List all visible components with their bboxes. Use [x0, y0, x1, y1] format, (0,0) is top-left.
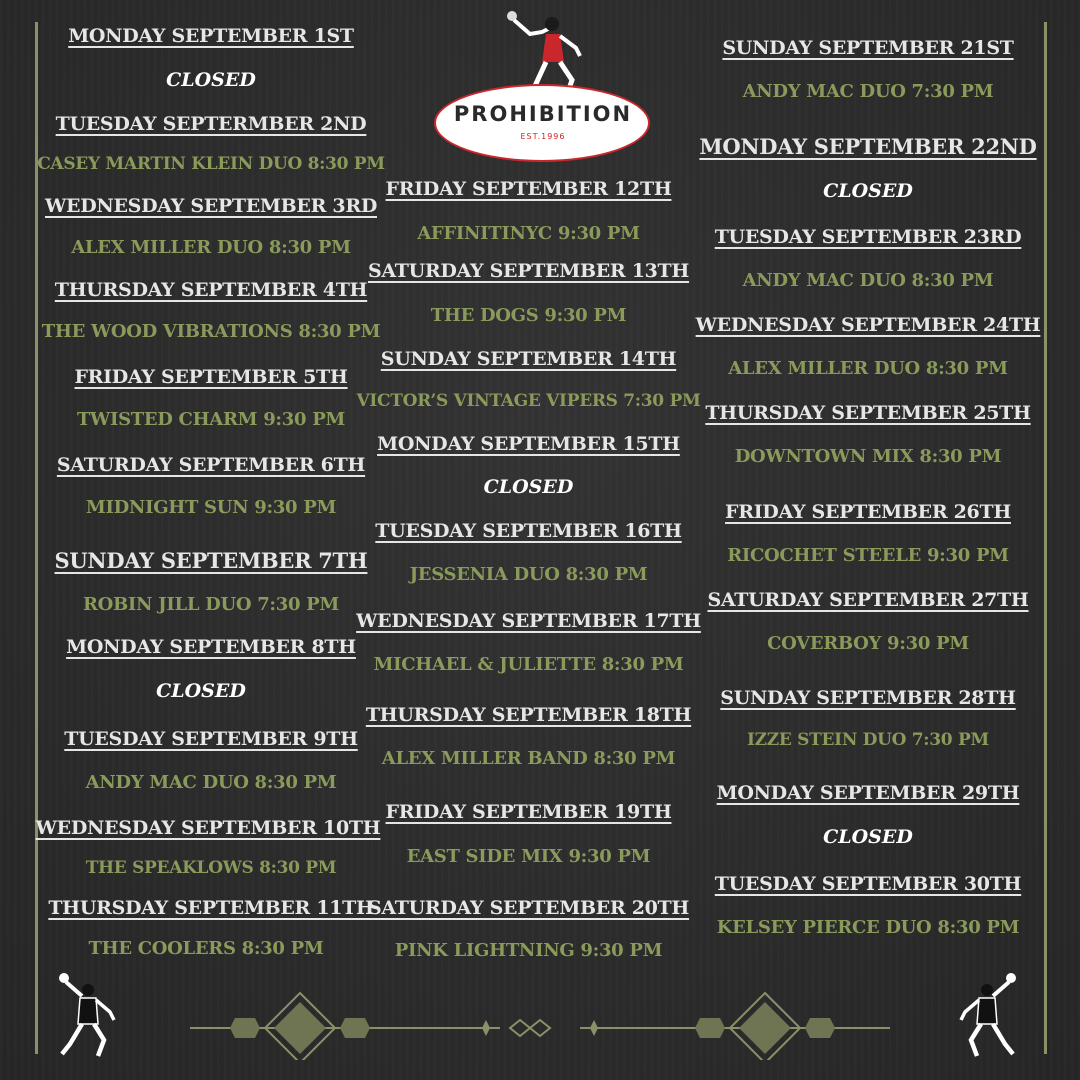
act-listing: TWISTED CHARM 9:30 PM — [76, 409, 346, 430]
act-listing: THE DOGS 9:30 PM — [430, 305, 627, 326]
act-listing: ALEX MILLER DUO 8:30 PM — [728, 358, 1008, 379]
act-listing: THE WOOD VIBRATIONS 8:30 PM — [41, 321, 381, 342]
closed-label: CLOSED — [823, 180, 913, 202]
day-heading: THURSDAY SEPTEMBER 25TH — [705, 402, 1031, 424]
day-heading: MONDAY SEPTEMBER 8TH — [66, 636, 356, 658]
day-heading: MONDAY SEPTEMBER 22ND — [699, 134, 1037, 159]
act-listing: MIDNIGHT SUN 9:30 PM — [85, 497, 337, 518]
act-listing: IZZE STEIN DUO 7:30 PM — [747, 730, 989, 750]
closed-label: CLOSED — [166, 69, 256, 91]
act-listing: ROBIN JILL DUO 7:30 PM — [82, 594, 340, 615]
right-border-line — [1044, 22, 1047, 1054]
day-heading: TUESDAY SEPTEMBER 23RD — [714, 226, 1022, 248]
act-listing: AFFINITINYC 9:30 PM — [417, 223, 640, 244]
day-heading: SUNDAY SEPTEMBER 14TH — [380, 348, 677, 370]
act-listing: MICHAEL & JULIETTE 8:30 PM — [373, 654, 684, 675]
corner-dancer-icon — [955, 968, 1025, 1058]
act-listing: KELSEY PIERCE DUO 8:30 PM — [716, 917, 1020, 938]
act-listing: EAST SIDE MIX 9:30 PM — [406, 846, 651, 867]
day-heading: TUESDAY SEPTERMBER 2ND — [55, 113, 367, 135]
day-heading: FRIDAY SEPTEMBER 5TH — [74, 366, 348, 388]
flapper-dancer-icon — [502, 4, 592, 96]
day-heading: WEDNESDAY SEPTEMBER 3RD — [45, 195, 377, 217]
act-listing: VICTOR’S VINTAGE VIPERS 7:30 PM — [356, 391, 701, 411]
act-listing: THE COOLERS 8:30 PM — [88, 938, 324, 959]
day-heading: WEDNESDAY SEPTEMBER 17TH — [356, 610, 701, 632]
art-deco-ornament — [180, 990, 900, 1060]
act-listing: COVERBOY 9:30 PM — [767, 633, 969, 654]
act-listing: CASEY MARTIN KLEIN DUO 8:30 PM — [37, 154, 385, 174]
day-heading: TUESDAY SEPTEMBER 9TH — [64, 728, 358, 750]
day-heading: SATURDAY SEPTEMBER 6TH — [56, 454, 366, 476]
day-heading: SUNDAY SEPTEMBER 21ST — [722, 37, 1014, 59]
day-heading: TUESDAY SEPTEMBER 30TH — [714, 873, 1022, 895]
act-listing: PINK LIGHTNING 9:30 PM — [394, 940, 663, 961]
day-heading: MONDAY SEPTEMBER 29TH — [716, 782, 1020, 804]
act-listing: ANDY MAC DUO 8:30 PM — [85, 772, 337, 793]
day-heading: SUNDAY SEPTEMBER 7TH — [54, 548, 368, 573]
day-heading: SUNDAY SEPTEMBER 28TH — [720, 687, 1016, 709]
logo-est: EST.1996 — [520, 132, 566, 141]
day-heading: FRIDAY SEPTEMBER 26TH — [725, 501, 1011, 523]
day-heading: SATURDAY SEPTEMBER 20TH — [367, 897, 690, 919]
day-heading: FRIDAY SEPTEMBER 12TH — [385, 178, 672, 200]
corner-dancer-icon — [50, 968, 120, 1058]
act-listing: ALEX MILLER DUO 8:30 PM — [71, 237, 351, 258]
act-listing: DOWNTOWN MIX 8:30 PM — [734, 446, 1002, 467]
day-heading: SATURDAY SEPTEMBER 27TH — [707, 589, 1029, 611]
closed-label: CLOSED — [156, 680, 246, 702]
day-heading: THURSDAY SEPTEMBER 4TH — [54, 279, 368, 301]
prohibition-logo — [432, 4, 654, 164]
logo-name: PROHIBITION — [453, 102, 633, 126]
day-heading: TUESDAY SEPTEMBER 16TH — [375, 520, 682, 542]
day-heading: FRIDAY SEPTEMBER 19TH — [385, 801, 672, 823]
act-listing: RICOCHET STEELE 9:30 PM — [727, 545, 1009, 566]
day-heading: THURSDAY SEPTEMBER 18TH — [365, 704, 692, 726]
day-heading: MONDAY SEPTEMBER 1ST — [68, 25, 354, 47]
act-listing: ANDY MAC DUO 7:30 PM — [742, 81, 994, 102]
act-listing: THE SPEAKLOWS 8:30 PM — [85, 858, 337, 878]
day-heading: MONDAY SEPTEMBER 15TH — [377, 433, 680, 455]
act-listing: ANDY MAC DUO 8:30 PM — [742, 270, 994, 291]
closed-label: CLOSED — [483, 476, 574, 498]
act-listing: JESSENIA DUO 8:30 PM — [409, 564, 648, 585]
act-listing: ALEX MILLER BAND 8:30 PM — [381, 748, 676, 769]
closed-label: CLOSED — [823, 826, 913, 848]
day-heading: SATURDAY SEPTEMBER 13TH — [367, 260, 690, 282]
day-heading: THURSDAY SEPTEMBER 11TH — [48, 897, 374, 919]
day-heading: WEDNESDAY SEPTEMBER 24TH — [695, 314, 1041, 336]
day-heading: WEDNESDAY SEPTEMBER 10TH — [35, 817, 381, 839]
